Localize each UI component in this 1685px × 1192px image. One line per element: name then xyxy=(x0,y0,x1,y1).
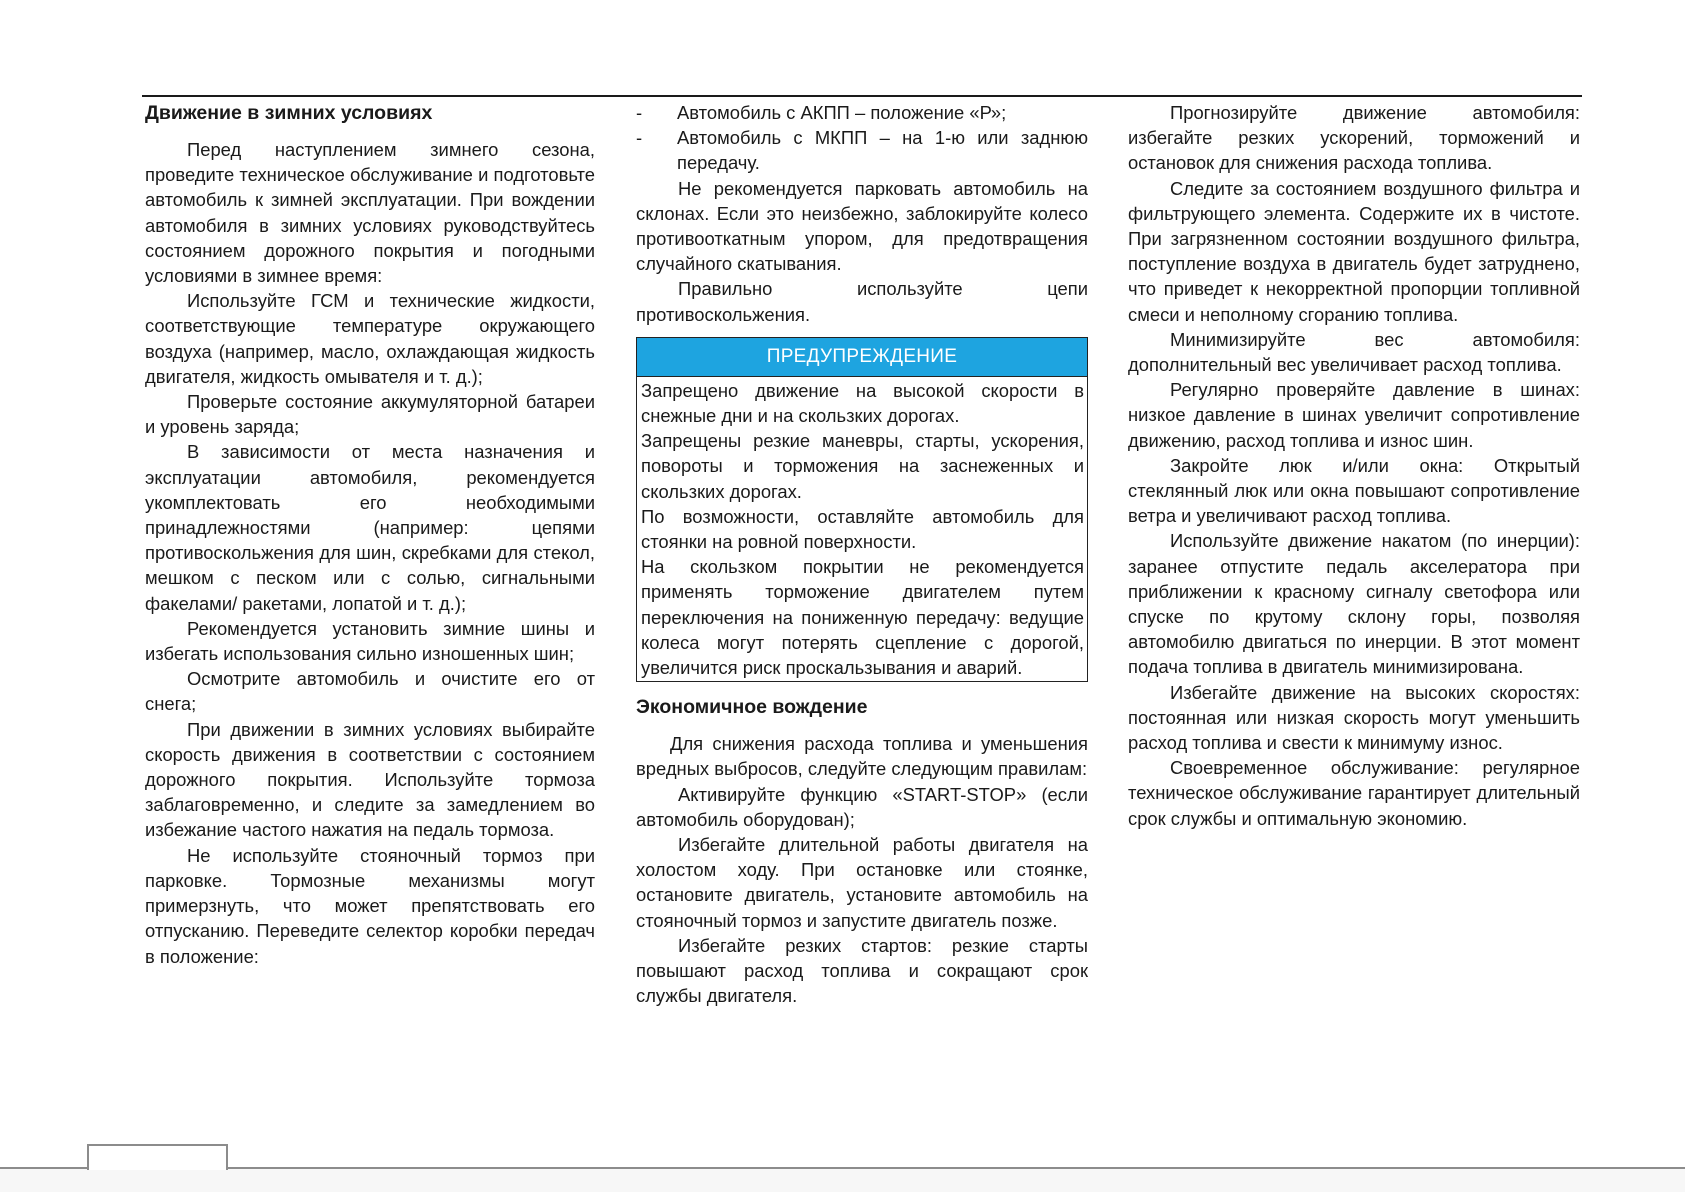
dash-list-item xyxy=(636,125,1088,175)
paragraph: Следите за состоянием воздушного фильтра и фильтрующего элемента. Содержите их в чистоте. При загрязненном состоянии воздушного фильтра, поступление воздуха в двигатель будет затруднено, что приведет к некорректной пропорции топливной смеси и неполному сгоранию топлива. xyxy=(1128,177,1580,325)
paragraph: Своевременное обслуживание: регулярное техническое обслуживание гарантирует длительный срок службы и оптимальную экономию. xyxy=(1128,757,1580,829)
top-rule xyxy=(142,95,1582,97)
paragraph: Рекомендуется установить зимние шины и избегать использования сильно изношенных шин; xyxy=(145,617,595,665)
column-left xyxy=(145,100,595,969)
warning-text: Запрещено движение на высокой скорости в снежные дни и на скользких дорогах. xyxy=(641,379,1084,427)
paragraph: Проверьте состояние аккумуляторной батареи и уровень заряда; xyxy=(145,391,595,438)
paragraph: Осмотрите автомобиль и очистите его от снега; xyxy=(145,668,595,715)
paragraph: Избегайте резких стартов: резкие старты повышают расход топлива и сокращают срок службы двигателя. xyxy=(636,934,1088,1007)
paragraph: Закройте люк и/или окна: Открытый стеклянный люк или окна повышают сопротивление ветра и увеличивают расход топлива. xyxy=(1128,454,1580,527)
paragraph: Избегайте движение на высоких скоростях: постоянная или низкая скорость могут уменьшить расход топлива и свести к минимуму износ. xyxy=(1128,681,1580,754)
section-heading-economy: Экономичное вождение xyxy=(636,696,868,719)
dash-list-text: Автомобиль с АКПП – положение «Р»; xyxy=(677,102,1007,123)
dash-list-item xyxy=(636,100,1088,125)
footer-line xyxy=(0,1167,1685,1169)
paragraph: В зависимости от места назначения и эксплуатации автомобиля, рекомендуется укомплектовать его необходимыми принадлежностями (например: цепями противоскольжения для шин, скребками для стекол, мешком с песком или с солью, сигнальными факелами/ ракетами, лопатой и т. д.); xyxy=(145,441,595,614)
warning-text: На скользком покрытии не рекомендуется применять торможение двигателем путем переключения на пониженную передачу: ведущие колеса могут потерять сцепление с дорогой, увеличится риск проскальзывания и аварий. xyxy=(641,556,1084,679)
paragraph: Активируйте функцию «START-STOP» (если автомобиль оборудован); xyxy=(636,783,1088,830)
paragraph: Перед наступлением зимнего сезона, проведите техническое обслуживание и подготовьте автомобиль к зимней эксплуатации. При вождении автомобиля в зимних условиях руководствуйтесь состоянием дорожного покрытия и погодными условиями в зимнее время: xyxy=(145,139,595,287)
paragraph: Не рекомендуется парковать автомобиль на склонах. Если это неизбежно, заблокируйте колесо противооткатным упором, для предотвращения случайного скатывания. xyxy=(636,177,1088,275)
paragraph: Используйте ГСМ и технические жидкости, соответствующие температуре окружающего воздуха (например, масло, охлаждающая жидкость двигателя, жидкость омывателя и т. д.); xyxy=(145,290,595,387)
paragraph: Используйте движение накатом (по инерции): заранее отпустите педаль акселератора при приближении к красному сигналу светофора или спуске по крутому склону горы, позволяя автомобилю двигаться по инерции. В этот момент подача топлива в двигатель минимизирована. xyxy=(1128,530,1580,678)
dash-marker: - xyxy=(636,102,643,123)
column-right xyxy=(1128,100,1580,831)
paragraph: Регулярно проверяйте давление в шинах: низкое давление в шинах увеличит сопротивление движению, расход топлива и износ шин. xyxy=(1128,379,1580,451)
page-number-tab xyxy=(87,1144,228,1170)
footer-band xyxy=(0,1169,1685,1192)
paragraph: Не используйте стояночный тормоз при парковке. Тормозные механизмы могут примерзнуть, что может препятствовать его отпусканию. Переведите селектор коробки передач в положение: xyxy=(145,844,595,967)
warning-text: По возможности, оставляйте автомобиль для стоянки на ровной поверхности. xyxy=(641,505,1084,553)
dash-marker: - xyxy=(636,127,643,149)
paragraph: Минимизируйте вес автомобиля: дополнительный вес увеличивает расход топлива. xyxy=(1128,328,1580,376)
paragraph: При движении в зимних условиях выбирайте скорость движения в соответствии с состоянием дорожного покрытия. Используйте тормоза заблаговременно, и следите за замедлением во избежание частого нажатия на педаль тормоза. xyxy=(145,718,595,841)
section-heading-winter: Движение в зимних условиях xyxy=(145,102,433,124)
paragraph: Прогнозируйте движение автомобиля: избегайте резких ускорений, торможений и остановок для снижения расхода топлива. xyxy=(1128,102,1580,174)
paragraph: Правильно используйте цепи противоскольжения. xyxy=(636,278,1088,325)
warning-body xyxy=(637,377,1087,681)
warning-text: Запрещены резкие маневры, старты, ускорения, повороты и торможения на заснеженных и скользких дорогах. xyxy=(641,430,1084,502)
paragraph: Для снижения расхода топлива и уменьшения вредных выбросов, следуйте следующим правилам: xyxy=(636,733,1088,780)
warning-box xyxy=(636,337,1088,682)
paragraph: Избегайте длительной работы двигателя на холостом ходу. При остановке или стоянке, остановите двигатель, установите автомобиль на стояночный тормоз и запустите двигатель позже. xyxy=(636,834,1088,931)
warning-title: ПРЕДУПРЕЖДЕНИЕ xyxy=(637,338,1087,377)
column-middle xyxy=(636,100,1088,1009)
dash-list-text: Автомобиль с МКПП – на 1-ю или заднюю передачу. xyxy=(677,127,1088,174)
